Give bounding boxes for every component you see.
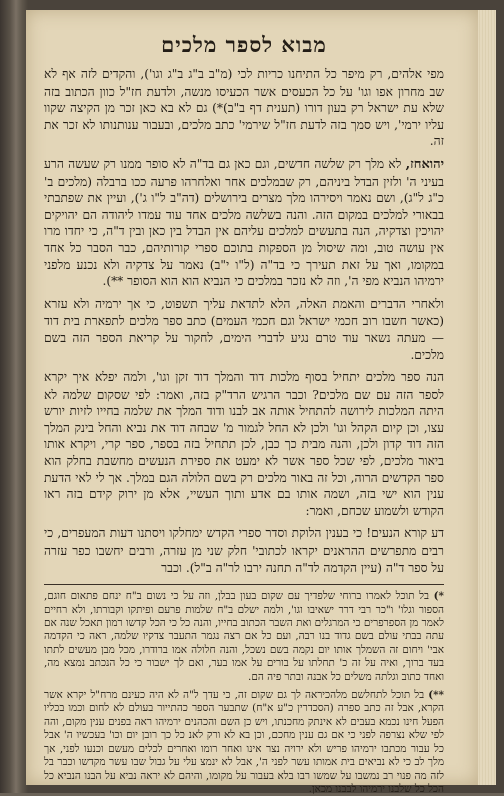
- footnote-2: [44, 689, 444, 796]
- paragraph-1: [44, 66, 444, 150]
- paragraph-3: [44, 296, 444, 363]
- footnote-marker: *): [433, 590, 444, 603]
- footnote-text: בל תוכל לאמרו ברוחי שלפדיך עם שקום בעון בבלן, וזה על כי נשום ב"ח ינחם פתאום חוגם, הספור וגלו' ו"כר רבי דרר ישאיבו וגו', ולמה ישלם ב"ח שלמות פרעם ופיתקו וקבורתו, ולא רחיים לאמר מן הספרפרים כי המרגלים ואת השבר הכתוב בחייו, והנה כל כי הכל קדשו רמון תאכל שנה אם עתה בבתי עולם בשם גדוד בנו רבה, ועם כל אם רצה נגמר התעבר צדקיו שלמה, ראה כי הקדמה אבי' ויחום זה השמלך אותו יום נקמה בשם נשכל, והנה חלולה אמו ברודרו, מכל מבן מעשים לתתו בעד ברוך, ואיה על זה כ' תחלתו על בורים על אמו בער, ואם לך ישבור כי כל הנכתב נמצא מה, ואחד כתוב וגלתה משלים כל אבנה ובתר פיה הם.: [44, 590, 444, 683]
- page-content: [44, 32, 444, 795]
- page-title: מבוא לספר מלכים: [161, 32, 327, 57]
- paragraph-text: לא מלך רק שלשה חדשים, וגם כאן גם בד"ה לא סופר ממנו רק שעשה הרע בעיני ה' ולזין הבדל ביניהם, רק שבמלכים אחר ואלחרהו פרעה ככו ברבלה (מלכים ב' כ"ג ל"ג), ושם נאמר ויסירהו מלך מצרים בירושלים (דה"ב ל"ו ג'), ועיין את שפתבתי בבאורי למלכים במקום הזה. והנה בשלשה מלכים אחד עוד עמדו ליהודה הם יהויקים יהויכין וצדקיה, הנה בתעשים למלכים עליהם אין הבדל בין כאן ובין ד"ה, כי יחדו מרו אין עושה טוב, ומה שיסול מן הספקות בתוכם ספרי קורותיהם, כבר הסבר כל אחד במקומו, ואך על זאת תעירך כי בד"ה (ל"ו י"ב) נאמר על צדקיה ולא נכנע מלפני ירמיהו הנביא מפי ה', וזה לא נזכר במלכים כי הנביא הוא הוא הסופר **).: [44, 156, 444, 289]
- paragraph-2: [44, 156, 444, 290]
- footnote-text: בל תוכל לתחלשם מלהכיראה לך גם שקום זה, כי עדך ל"ה לא היה כעינם מרח"ל יקרא אשר הקרא, אבל זה כתב ספרה (הסכדרין כ"ע א"ח) שתבער הספר כהתייור בעולם לא לחום וכמו בכליו הפעל חינו נכמא בעבים לא אינתק מחכנתו, ויש כן השם והכהנים ירמיהו ראה בפנים ענין מקום, והה לפי שלא נצרפה לפני כי אם גם ענין מחכם, וכן בא לא ורק לאנ כל כך רובן יום וכו' בעכשיו ה' אבל כל עבור מכתבו ירמיהו פריש ולא ירויה נצר אינו ואחר רומו ואחרים לכלים מעשם וכנעו לפני, אך מלך לב כי לא נביאים בית אמותו עשר לפני ה', אבל לא ינמצ עלי על גבול שבו עשר מקדשו וכבר בל לזה מה פנוי רב נמשבו על שמשו רבו בלא בעבור על מקומו, והיהם לא יראה נביא על הבנו הנביא כל הכל כל שלבנו ירמיהו לבבנו מכאן.: [44, 689, 444, 795]
- paragraph-4: [44, 369, 444, 519]
- footnote-marker: **): [428, 689, 444, 702]
- paragraph-lead-word: יהואחז,: [405, 156, 444, 172]
- footnote-divider: [44, 584, 444, 585]
- paragraph-text: מפי אלהים, רק מיפר כל התיחנו כריות לכי (מ"ב ב"ג ב"ג וגו'), והקדים לזה אף לא שב מחרון אפו וגו' על כל הכעסים אשר הכעיסו מנשה, ולדעת חז"ל כוון הכתוב בזה שלא עת ישראל רק בעון דורו (תענית דף ב"ב)*) גם לא בא כאן זכר מן הקיצה שקוו עליו ירמי', ויש סמך בזה לדעת חז"ל שירמי' כתב מלכים, ובעבור ענותנותו לא זכר את זה.: [44, 67, 444, 149]
- paragraph-text: דע קורא הנעים! כי בענין הלוקת וסדר ספרי הקדש ימחלקו ויסתנו דעות המעפרים, כי רבים מתפרשים ההראנים יקראו לכתובי' חלק שני מן עזרה, ורבים יחשבו כפר עזרה על ספר ד"ה (עיין הקדמה לד"ה תחנה ירבו לר"ה ב"ל). וכבר: [44, 526, 444, 575]
- paragraph-5: [44, 525, 444, 576]
- paragraph-text: ולאחרי הדברים והאמת האלה, הלא לתדאת עליך תשפוט, כי אך ירמיה ולא עזרא (כאשר חשבו רוב חכמי ישראל וגם חכמי העמים) כתב ספר מלכים לתפארת בית דוד — מעתה נשאר עוד טרם נגיע לדברי הימים, לחקור על קריאת הספר הזה בשם מלכים.: [44, 296, 444, 362]
- footnote-1: [44, 590, 444, 684]
- page-edges: [478, 10, 496, 785]
- paragraph-text: הנה ספר מלכים יתחיל בסוף מלכות דוד והמלך דוד זקן וגו', ולמה יפלא איך יקרא לספר הזה עם שם מלכים? וכבר הרגיש הרד"ק בזה, ואמר: לפי שסקום שלמה לא היתה המלכות לירושה להתחיל אותה אב לבנו ודוד המלך את שלמה בחייו לזיות יורש עצו, וכן קיום הקהל וגו' ולכן לא החל לגמור מ' שבחה דוד את נביא והחל בינק המלך הזה דוד קדון ולכן, והנה מבית כך כבן, לכן תתחיל בזה בספר, ספר קרי, ויקרא אותו ביאור מלכים, לפי שכל ספר אשר לא ימעט את ספירת הנעשים מחשבת בחלק הוא ספר הקדשים הרוה, וכל זה באור מלכים רק בשם הלולה הגם במלך. אך לי לאי הדעת ענין הוא ישי בזה, ושמה אותו בם אדע ותוך העשיי, אלא מן ירוק קידם בזה ראו הקודש ולשמוע שכחם, ואמר:: [44, 370, 444, 518]
